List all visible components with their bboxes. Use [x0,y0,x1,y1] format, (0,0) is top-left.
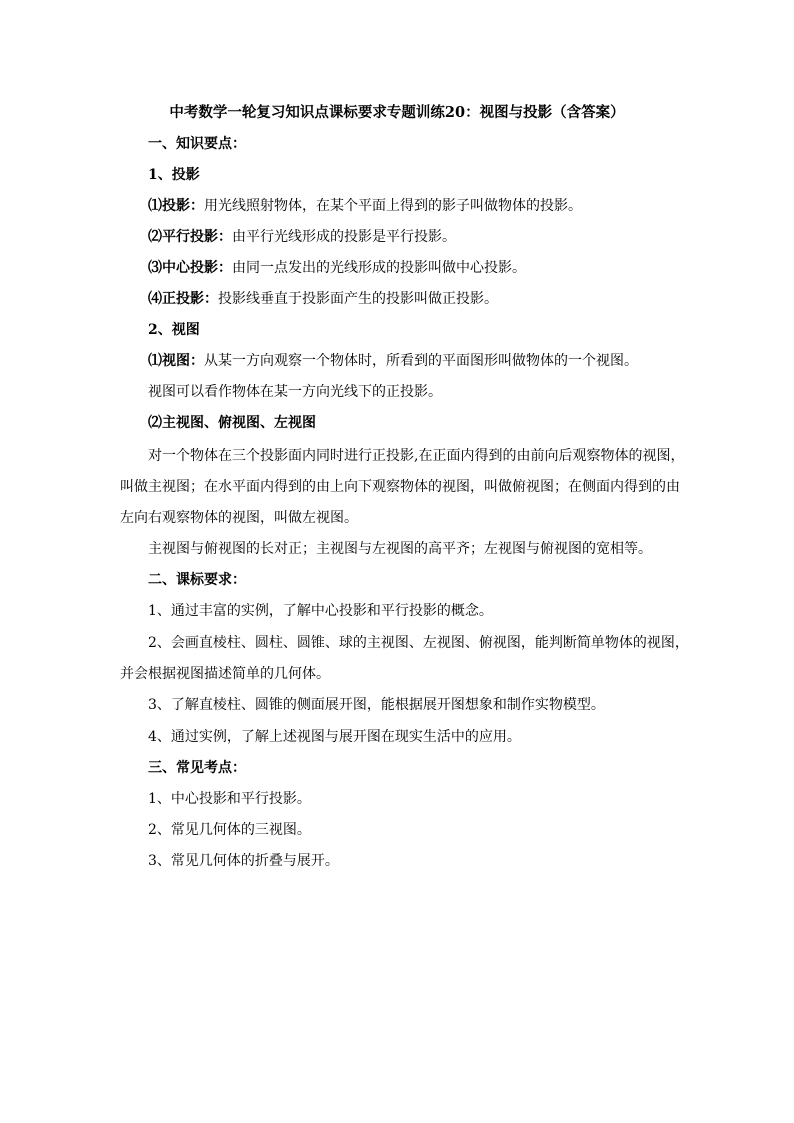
term: ⑶中心投影： [148,260,232,276]
term: ⑴视图： [148,353,204,369]
definition: 由同一点发出的光线形成的投影叫做中心投影。 [232,260,526,276]
view-relation: 主视图与俯视图的长对正；主视图与左视图的高平齐；左视图与俯视图的宽相等。 [148,541,652,557]
curriculum-item-2-line-1: 2、会画直棱柱、圆柱、圆锥、球的主视图、左视图、俯视图，能判断简单物体的视图， [148,635,689,651]
projection-item-3 [148,258,748,278]
view-note: 视图可以看作物体在某一方向光线下的正投影。 [148,384,442,400]
term: ⑴投影： [148,198,204,214]
term: ⑵平行投影： [148,229,232,245]
view-item-2-heading: ⑵主视图、俯视图、左视图 [148,415,316,431]
term: ⑷正投影： [148,291,218,307]
definition: 从某一方向观察一个物体时，所看到的平面图形叫做物体的一个视图。 [204,353,638,369]
curriculum-item-3: 3、了解直棱柱、圆锥的侧面展开图，能根据展开图想象和制作实物模型。 [148,697,605,713]
curriculum-item-4: 4、通过实例，了解上述视图与展开图在现实生活中的应用。 [148,729,521,745]
definition: 由平行光线形成的投影是平行投影。 [232,229,456,245]
section-heading-curriculum: 二、课标要求： [148,572,246,588]
projection-item-2 [148,227,748,247]
document-title: 中考数学一轮复习知识点课标要求专题训练20：视图与投影（含答案） [169,104,625,121]
exam-point-1: 1、中心投影和平行投影。 [148,791,311,807]
definition: 用光线照射物体，在某个平面上得到的影子叫做物体的投影。 [204,198,582,214]
subsection-heading-view: 2、视图 [148,322,200,338]
section-heading-knowledge: 一、知识要点： [148,136,246,152]
view-paragraph-line-2: 叫做主视图；在水平面内得到的由上向下观察物体的视图，叫做俯视图；在侧面内得到的由 [120,479,680,495]
curriculum-item-1: 1、通过丰富的实例，了解中心投影和平行投影的概念。 [148,603,493,619]
curriculum-item-2-line-2: 并会根据视图描述简单的几何体。 [120,666,330,682]
exam-point-3: 3、常见几何体的折叠与展开。 [148,853,339,869]
exam-point-2: 2、常见几何体的三视图。 [148,822,311,838]
view-paragraph-line-1: 对一个物体在三个投影面内同时进行正投影,在正面内得到的由前向后观察物体的视图， [148,448,685,464]
subsection-heading-projection: 1、投影 [148,167,200,183]
view-item-1 [148,351,748,371]
projection-item-1 [148,196,748,216]
view-paragraph-line-3: 左向右观察物体的视图，叫做左视图。 [120,510,358,526]
projection-item-4 [148,289,748,309]
section-heading-exam-points: 三、常见考点： [148,760,246,776]
definition: 投影线垂直于投影面产生的投影叫做正投影。 [218,291,498,307]
